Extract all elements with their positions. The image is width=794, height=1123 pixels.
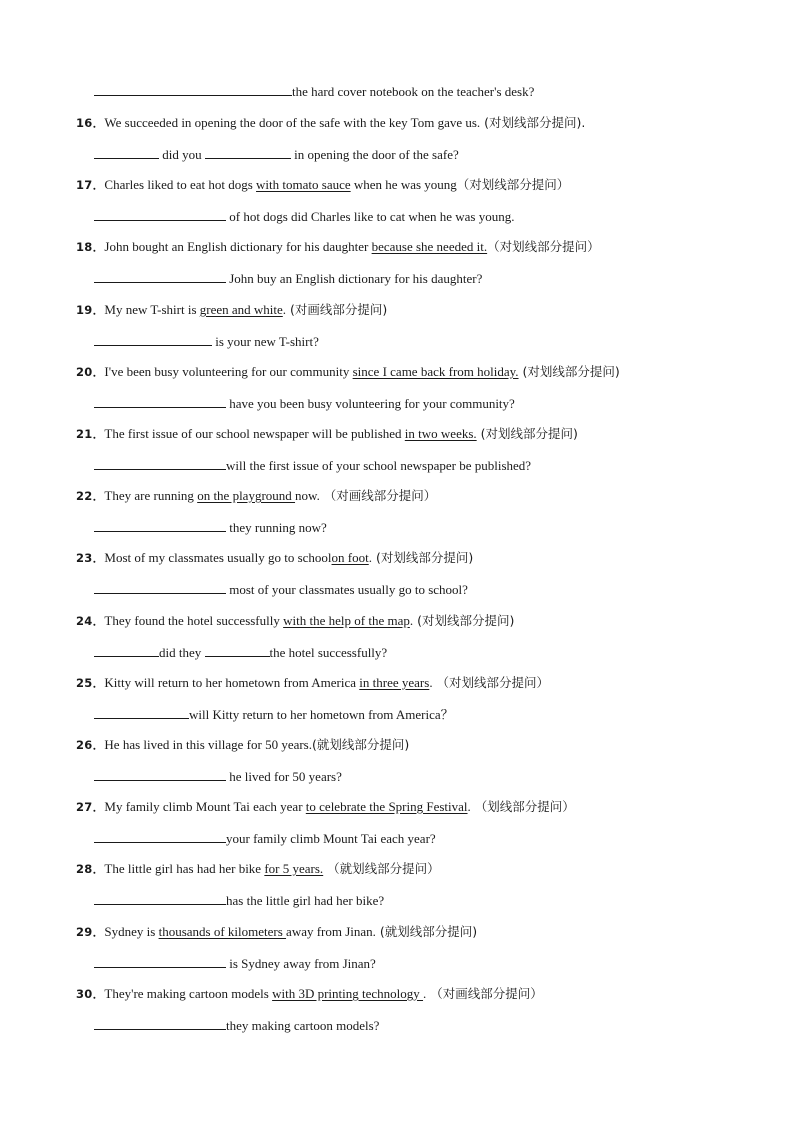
question-19 — [76, 301, 387, 319]
answer-line-27 — [94, 829, 436, 848]
question-21 — [76, 425, 578, 443]
question-number: 17． — [76, 178, 105, 192]
instruction-note: (对划线部分提问) — [476, 426, 578, 441]
instruction-note: (对画线部分提问) — [286, 302, 388, 317]
question-number: 18． — [76, 240, 105, 254]
answer-blank[interactable] — [94, 332, 212, 346]
underlined-part: because she needed it. — [371, 239, 488, 254]
answer-blank[interactable] — [94, 1016, 226, 1030]
question-number: 29． — [76, 925, 105, 939]
question-text: Kitty will return to her hometown from America — [104, 675, 360, 690]
answer-blank[interactable] — [94, 643, 159, 657]
question-text: They are running — [104, 488, 198, 503]
question-number: 21． — [76, 427, 105, 441]
question-text: . — [368, 550, 372, 565]
answer-text: he lived for 50 years? — [226, 769, 342, 784]
question-28 — [76, 860, 440, 878]
answer-blank[interactable] — [205, 145, 291, 159]
answer-text: they making cartoon models? — [226, 1018, 380, 1033]
answer-line-23 — [94, 580, 468, 599]
answer-text: the hotel successfully? — [269, 645, 388, 660]
underlined-part: with the help of the map — [283, 613, 410, 628]
question-text: . — [429, 675, 433, 690]
answer-blank[interactable] — [94, 394, 226, 408]
answer-line-15 — [94, 82, 534, 101]
underlined-part: on the playground — [197, 488, 296, 503]
question-text: We succeeded in opening the door of the safe with the key Tom gave us. — [104, 115, 481, 130]
underlined-part: thousands of kilometers — [158, 924, 287, 939]
underlined-part: on foot — [331, 550, 369, 565]
instruction-note: (对划线部分提问) — [371, 550, 474, 565]
question-24 — [76, 612, 514, 630]
question-22 — [76, 487, 436, 505]
question-30 — [76, 985, 543, 1003]
instruction-note: （对划线部分提问） — [487, 239, 600, 254]
question-number: 20． — [76, 365, 105, 379]
answer-line-22 — [94, 518, 327, 537]
question-text: He has lived in this village for 50 years. — [104, 737, 312, 752]
question-number: 30． — [76, 987, 105, 1001]
answer-line-21 — [94, 456, 531, 475]
question-text: John bought an English dictionary for his daughter — [104, 239, 372, 254]
question-text: They're making cartoon models — [104, 986, 273, 1001]
question-23 — [76, 549, 473, 567]
answer-blank[interactable] — [94, 767, 226, 781]
question-text: I've been busy volunteering for our community — [104, 364, 353, 379]
answer-blank[interactable] — [94, 82, 292, 96]
answer-text: did they — [159, 645, 205, 660]
answer-blank[interactable] — [94, 518, 226, 532]
answer-text: did you — [159, 147, 205, 162]
answer-line-18 — [94, 269, 482, 288]
question-text: The little girl has had her bike — [104, 861, 265, 876]
instruction-note: (对划线部分提问) — [413, 613, 515, 628]
question-29 — [76, 923, 477, 941]
question-25 — [76, 674, 549, 692]
question-text: They found the hotel successfully — [104, 613, 284, 628]
question-text: when he was young — [350, 177, 457, 192]
question-number: 19． — [76, 303, 105, 317]
answer-text: will the first issue of your school newspaper be published? — [226, 458, 532, 473]
question-number: 23． — [76, 551, 105, 565]
answer-line-29 — [94, 954, 376, 973]
answer-line-19 — [94, 332, 319, 351]
question-18 — [76, 238, 600, 256]
question-number: 16． — [76, 116, 105, 130]
question-text: away from Jinan. — [286, 924, 376, 939]
instruction-note: （对画线部分提问） — [319, 488, 437, 503]
question-number: 26． — [76, 738, 105, 752]
underlined-part: in three years — [359, 675, 430, 690]
question-text: now. — [295, 488, 320, 503]
answer-line-28 — [94, 891, 384, 910]
question-text: My family climb Mount Tai each year — [104, 799, 306, 814]
underlined-part: to celebrate the Spring Festival — [305, 799, 468, 814]
answer-blank[interactable] — [94, 145, 159, 159]
question-text: Charles liked to eat hot dogs — [104, 177, 257, 192]
answer-blank[interactable] — [94, 269, 226, 283]
question-number: 25． — [76, 676, 105, 690]
underlined-part: with 3D printing technology — [272, 986, 424, 1001]
question-text: Sydney is — [104, 924, 159, 939]
answer-blank[interactable] — [94, 705, 189, 719]
instruction-note: (就划线部分提问) — [375, 924, 478, 939]
instruction-note: (对划线部分提问) — [518, 364, 620, 379]
question-26 — [76, 736, 409, 754]
question-27 — [76, 798, 575, 816]
answer-blank[interactable] — [94, 829, 226, 843]
question-number: 24． — [76, 614, 105, 628]
question-16 — [76, 114, 585, 132]
answer-text: has the little girl had her bike? — [226, 893, 385, 908]
answer-blank[interactable] — [94, 207, 226, 221]
answer-line-25 — [94, 705, 454, 724]
answer-text: they running now? — [226, 520, 327, 535]
underlined-part: green and white — [199, 302, 283, 317]
answer-blank[interactable] — [94, 456, 226, 470]
answer-line-20 — [94, 394, 515, 413]
instruction-note: （划线部分提问） — [470, 799, 575, 814]
answer-text: will Kitty return to her hometown from America？ — [189, 707, 454, 722]
question-17 — [76, 176, 569, 194]
answer-text: is Sydney away from Jinan? — [226, 956, 376, 971]
underlined-part: for 5 years. — [264, 861, 324, 876]
answer-line-26 — [94, 767, 342, 786]
question-number: 28． — [76, 862, 105, 876]
answer-text: your family climb Mount Tai each year? — [226, 831, 436, 846]
answer-text: in opening the door of the safe? — [290, 147, 459, 162]
question-text: The first issue of our school newspaper will be published — [104, 426, 405, 441]
instruction-note: （对画线部分提问） — [426, 986, 543, 1001]
underlined-part: since I came back from holiday. — [352, 364, 519, 379]
question-20 — [76, 363, 620, 381]
instruction-note: （对划线部分提问） — [456, 177, 570, 192]
answer-text: most of your classmates usually go to school? — [226, 582, 468, 597]
instruction-note: （就划线部分提问） — [323, 861, 440, 876]
answer-text: have you been busy volunteering for your community? — [226, 396, 515, 411]
question-number: 22． — [76, 489, 105, 503]
answer-blank[interactable] — [94, 954, 226, 968]
answer-line-24 — [94, 643, 387, 662]
answer-text: of hot dogs did Charles like to cat when he was young. — [226, 209, 515, 224]
answer-line-16 — [94, 145, 459, 164]
question-text: Most of my classmates usually go to school — [104, 550, 332, 565]
instruction-note: （对划线部分提问） — [432, 675, 550, 690]
answer-text: the hard cover notebook on the teacher's desk? — [292, 84, 535, 99]
underlined-part: in two weeks. — [404, 426, 477, 441]
question-text: My new T-shirt is — [104, 302, 200, 317]
underlined-part: with tomato sauce — [256, 177, 351, 192]
answer-blank[interactable] — [205, 643, 270, 657]
question-text: . — [409, 613, 414, 628]
answer-text: is your new T-shirt? — [212, 334, 319, 349]
answer-text: John buy an English dictionary for his daughter? — [226, 271, 483, 286]
question-text: . — [467, 799, 471, 814]
answer-blank[interactable] — [94, 580, 226, 594]
question-text: . — [423, 986, 427, 1001]
question-number: 27． — [76, 800, 105, 814]
question-text: . — [282, 302, 287, 317]
instruction-note: (对划线部分提问). — [480, 115, 586, 130]
answer-line-30 — [94, 1016, 379, 1035]
instruction-note: (就划线部分提问) — [312, 737, 410, 752]
answer-line-17 — [94, 207, 514, 226]
answer-blank[interactable] — [94, 891, 226, 905]
